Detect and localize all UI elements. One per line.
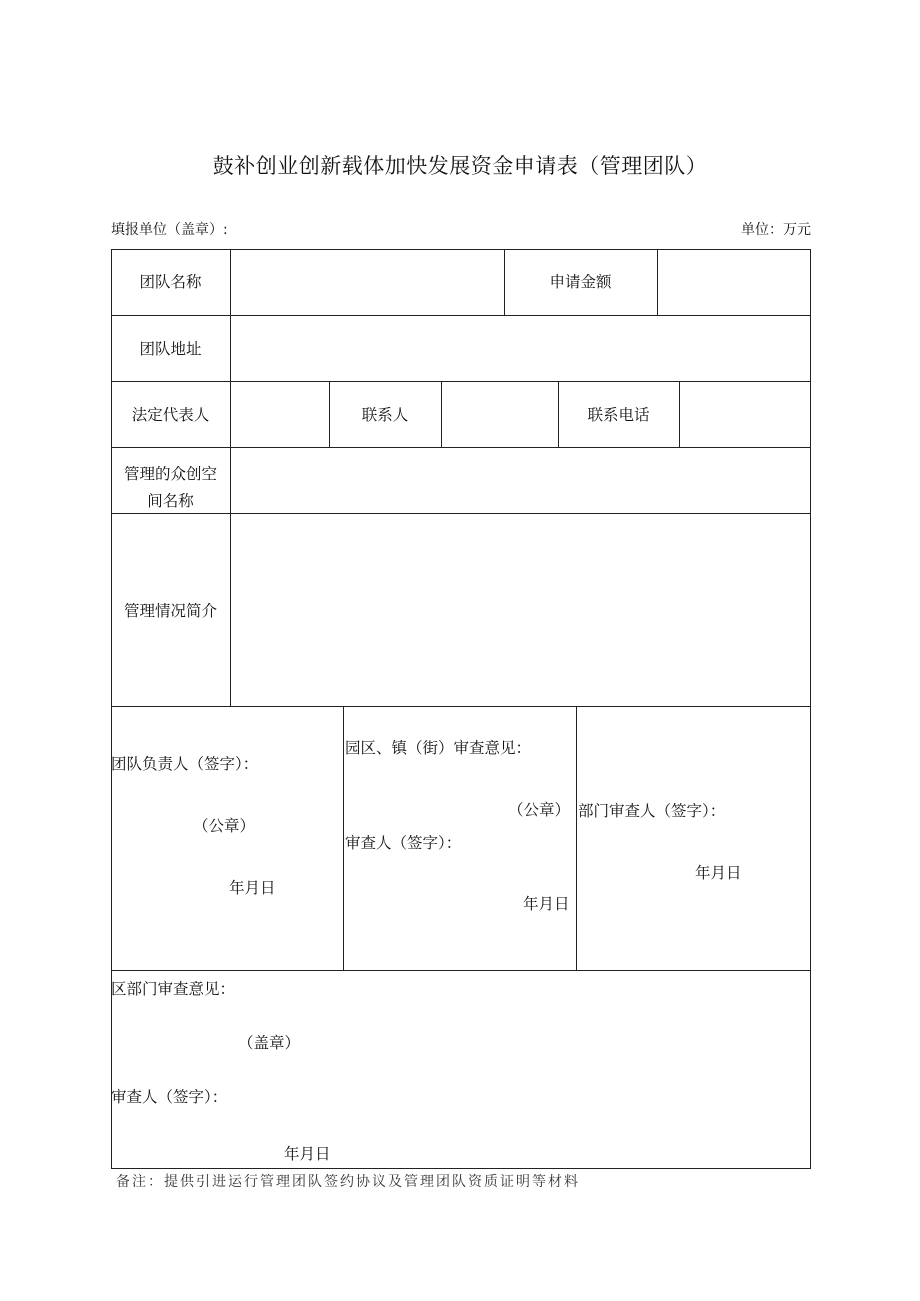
team-date-label: 年月日 [229,879,276,897]
unit-label: 单位：万元 [741,222,811,238]
management-intro-field[interactable] [231,514,810,706]
dept-reviewer-label: 部门审查人（签字）： [578,802,726,820]
district-seal-label: （盖章） [238,1034,301,1052]
contact-field[interactable] [442,382,558,447]
district-opinion-label: 区部门审查意见： [111,980,236,998]
contact-phone-field[interactable] [680,382,810,447]
managed-space-field[interactable] [231,448,810,513]
managed-space-label: 管理的众创空 间名称 [123,465,217,510]
park-opinion-label: 园区、镇（街）审查意见： [345,739,532,757]
apply-amount-field[interactable] [658,250,810,315]
team-name-field[interactable] [231,250,504,315]
team-seal-label: （公章） [193,817,256,835]
park-reviewer-label: 审查人（签字）： [345,834,462,852]
legal-rep-field[interactable] [231,382,329,447]
management-intro-label: 管理情况简介 [123,602,217,620]
team-name-label: 团队名称 [139,273,202,291]
park-date-label: 年月日 [523,895,570,913]
district-reviewer-label: 审查人（签字）： [111,1088,228,1106]
form-title: 鼓补创业创新载体加快发展资金申请表（管理团队） [212,154,708,178]
contact-phone-label: 联系电话 [587,406,650,424]
district-date-label: 年月日 [284,1145,331,1163]
filler-unit-label: 填报单位（盖章）: [111,222,228,238]
legal-rep-label: 法定代表人 [131,406,210,424]
footer-note: 备注：提供引进运行管理团队签约协议及管理团队资质证明等材料 [116,1174,580,1190]
team-address-field[interactable] [231,316,810,381]
apply-amount-label: 申请金额 [549,273,612,291]
team-leader-sign-label: 团队负责人（签字）： [111,755,259,773]
team-address-label: 团队地址 [139,340,202,358]
contact-label: 联系人 [361,406,409,424]
park-seal-label: （公章） [508,801,571,819]
dept-date-label: 年月日 [695,864,742,882]
